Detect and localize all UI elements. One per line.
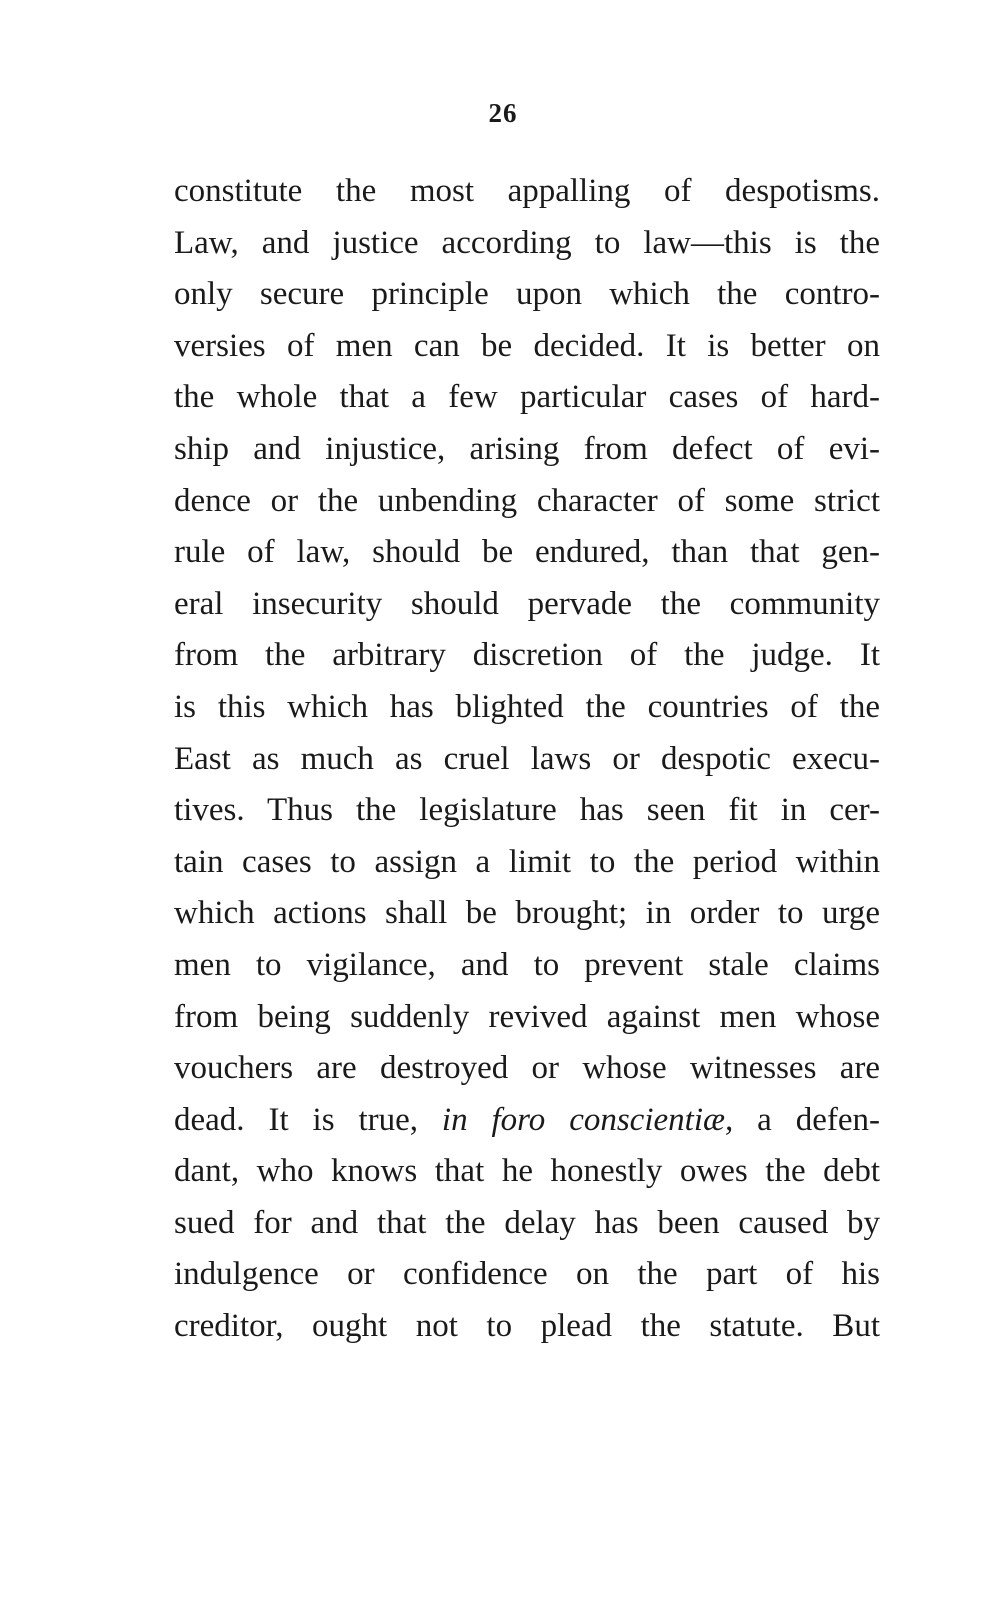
text-line: dence or the unbending character of some strict [174,482,880,519]
text-line: is this which has blighted the countries of the [174,688,880,725]
text-line: from the arbitrary discretion of the judge. It [174,637,880,674]
text-line: versies of men can be decided. It is better on [174,327,880,364]
text-line: Law, and justice according to law—this is the [174,224,880,261]
page-number: 26 [488,98,518,128]
text-line: constitute the most appalling of despotisms. [174,173,880,209]
text-line: men to vigilance, and to prevent stale claims [174,946,880,983]
text-line: tain cases to assign a limit to the period within [174,843,880,880]
text-line: rule of law, should be endured, than that gen- [174,534,880,571]
text-line: which actions shall be brought; in order to urge [174,895,880,932]
text-line: tives. Thus the legislature has seen fit in cer- [174,792,880,829]
text-line: creditor, ought not to plead the statute. But [174,1308,880,1345]
text-line: indulgence or confidence on the part of his [174,1256,880,1293]
text-segment: a defen- [733,1101,880,1138]
text-line: ship and injustice, arising from defect of evi- [174,430,880,467]
latin-phrase: in foro conscientiæ, [441,1101,734,1138]
text-line: from being suddenly revived against men whose [174,998,880,1035]
text-line: vouchers are destroyed or whose witnesses are [174,1050,880,1087]
text-line: only secure principle upon which the contro- [174,276,880,313]
body-text [174,166,880,1353]
text-line [174,1095,880,1147]
text-line: eral insecurity should pervade the community [174,585,880,622]
text-line: sued for and that the delay has been caused by [174,1204,880,1241]
text-line: the whole that a few particular cases of hard- [174,379,880,416]
text-segment: dead. It is true, [174,1101,442,1138]
text-line: East as much as cruel laws or despotic execu- [174,740,880,777]
text-line: dant, who knows that he honestly owes the debt [174,1153,880,1190]
